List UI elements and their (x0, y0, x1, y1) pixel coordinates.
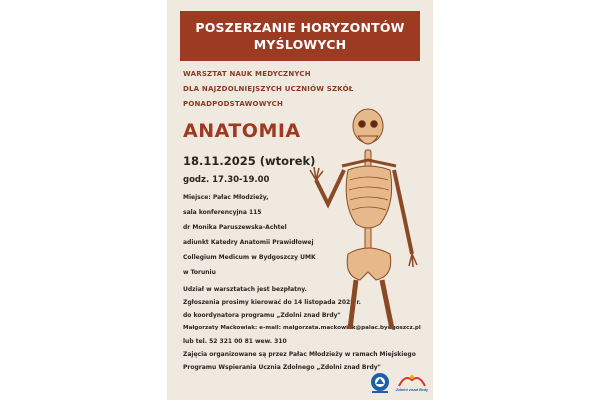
info-line-6: Zajęcia organizowane są przez Pałac Młodzieży w ramach Miejskiego (183, 351, 416, 358)
info-line-1: Udział w warsztatach jest bezpłatny. (183, 286, 307, 293)
right-hand (409, 254, 417, 267)
right-leg (382, 280, 392, 329)
lecturer-affiliation: Collegium Medicum w Bydgoszczy UMK (183, 254, 316, 261)
palac-mlodziezy-logo-icon (368, 372, 392, 394)
lecturer-city: w Toruniu (183, 269, 216, 276)
info-line-3: do koordynatora programu „Zdolni znad Brdy" (183, 312, 341, 319)
info-line-2: Zgłoszenia prosimy kierować do 14 listopada 2025 r. (183, 299, 361, 306)
event-hours: godz. 17.30-19.00 (183, 175, 270, 185)
place-line-1: Miejsce: Pałac Młodzieży, (183, 194, 269, 201)
banner-line-1: POSZERZANIE HORYZONTÓW (195, 20, 405, 35)
subtitle-line-3: PONADPODSTAWOWYCH (183, 100, 284, 108)
right-arm (394, 170, 412, 254)
title-banner (180, 11, 420, 61)
pelvis (347, 248, 391, 280)
banner-line-2: MYŚLOWYCH (253, 37, 347, 52)
lecturer-name: dr Monika Paruszewska-Achtel (183, 224, 287, 231)
subtitle-line-1: WARSZTAT NAUK MEDYCZNYCH (183, 70, 311, 78)
poster (167, 0, 433, 400)
subtitle-line-2: DLA NAJZDOLNIEJSZYCH UCZNIÓW SZKÓŁ (183, 85, 354, 93)
lecturer-title: adiunkt Katedry Anatomii Prawidłowej (183, 239, 314, 246)
left-hand (310, 167, 323, 180)
headline: ANATOMIA (183, 120, 301, 142)
jaw (358, 136, 378, 144)
skeleton-illustration (300, 104, 430, 329)
contact-phone-line: lub tel. 52 321 00 81 wew. 310 (183, 338, 287, 345)
zdolni-znad-brdy-logo-icon (395, 372, 429, 394)
info-line-7: Programu Wspierania Ucznia Zdolnego „Zdolni znad Brdy" (183, 364, 381, 371)
zdolni-znad-brdy-logo-text: Zdolni znad Brdy (395, 387, 429, 392)
contact-email-line: Małgorzaty Maćkowiak: e-mail: malgorzata.mackowiak@palac.bydgoszcz.pl (183, 325, 421, 331)
left-leg (350, 280, 356, 329)
place-line-2: sala konferencyjna 115 (183, 209, 262, 216)
event-date: 18.11.2025 (wtorek) (183, 154, 316, 168)
